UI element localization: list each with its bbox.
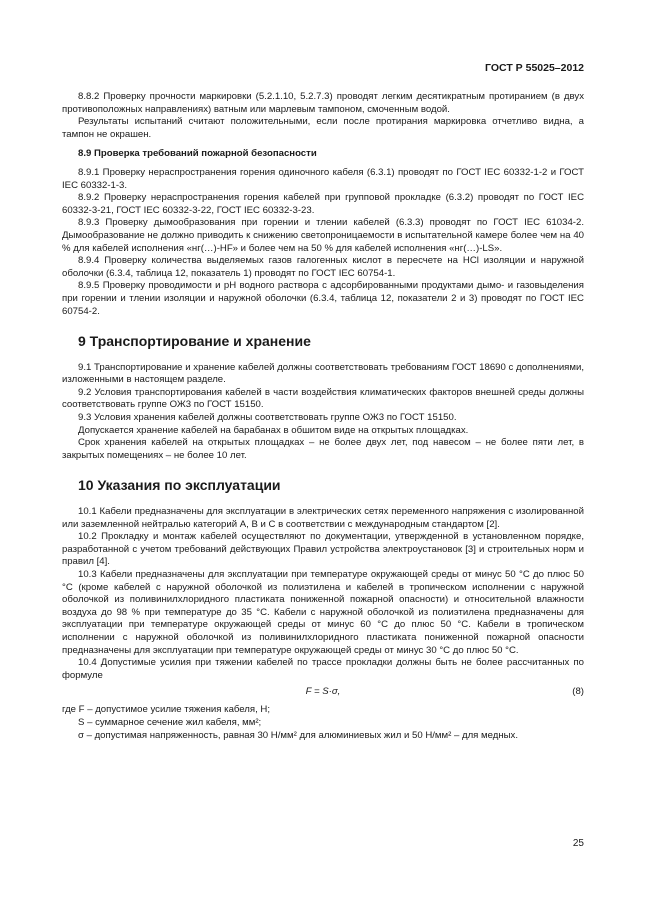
- document-body: [62, 91, 584, 742]
- page-header-standard: ГОСТ Р 55025–2012: [485, 62, 584, 74]
- paragraph-10-2: 10.2 Прокладку и монтаж кабелей осуществляют по документации, утвержденной в установленном порядке, разработанной с учетом требований действующих Правил устройства электроустановок [3] и строительных норм и правил [4].: [62, 531, 584, 568]
- definition-F: где F – допустимое усилие тяжения кабеля, Н;: [62, 704, 271, 716]
- paragraph-8-8-2: 8.8.2 Проверку прочности маркировки (5.2.1.10, 5.2.7.3) проводят легким десятикратным протиранием (в двух противоположных направлениях) ватным или марлевым тампоном, смоченным водой.: [62, 91, 584, 115]
- formula-definitions: [62, 704, 584, 742]
- section-8-9-title: 8.9 Проверка требований пожарной безопасности: [78, 148, 317, 160]
- paragraph-10-1: 10.1 Кабели предназначены для эксплуатации в электрических сетях переменного напряжения с изолированной или заземленной нейтралью категорий А, В и С в соответствии с международным стандартом [2].: [62, 506, 584, 530]
- paragraph-storage-allowed: Допускается хранение кабелей на барабанах в обшитом виде на открытых площадках.: [78, 424, 469, 436]
- paragraph-9-3: 9.3 Условия хранения кабелей должны соответствовать группе ОЖ3 по ГОСТ 15150.: [78, 412, 457, 424]
- section-9-title: 9 Транспортирование и хранение: [78, 333, 311, 350]
- paragraph-10-4: 10.4 Допустимые усилия при тяжении кабелей по трассе прокладки должны быть не более рассчитанных по формуле: [62, 657, 584, 681]
- paragraph-8-9-4: 8.9.4 Проверку количества выделяемых газов галогенных кислот в пересчете на HCl изоляции и наружной оболочки (6.3.4, таблица 12, показатель 1) проводят по ГОСТ IEC 60754-1.: [62, 255, 584, 279]
- paragraph-9-1: 9.1 Транспортирование и хранение кабелей должны соответствовать требованиям ГОСТ 18690 с дополнениями, изложенными в настоящем разделе.: [62, 361, 584, 386]
- paragraph-9-2: 9.2 Условия транспортирования кабелей в части воздействия климатических факторов внешней среды должны соответствовать группе ОЖ3 по ГОСТ 15150.: [62, 386, 584, 411]
- definition-sigma: σ – допустимая напряженность, равная 30 Н/мм² для алюминиевых жил и 50 Н/мм² – для медных.: [78, 729, 519, 741]
- formula-expression: F = S·σ,: [305, 686, 341, 698]
- paragraph-8-9-5: 8.9.5 Проверку проводимости и рН водного раствора с адсорбированными продуктами дымо- и газовыделения при горении и тлении изоляции и наружной оболочки (6.3.4, таблица 12, показатели 2 и 3) проводят по ГОСТ IEC 60754-2.: [62, 280, 584, 317]
- section-10-title: 10 Указания по эксплуатации: [78, 477, 281, 494]
- definition-S: S – суммарное сечение жил кабеля, мм²;: [78, 716, 262, 728]
- paragraph-results: Результаты испытаний считают положительными, если после протирания маркировка отчетливо видна, а тампон не окрашен.: [62, 116, 584, 140]
- formula-number: (8): [572, 686, 584, 698]
- formula-8: [62, 686, 584, 700]
- paragraph-8-9-3: 8.9.3 Проверку дымообразования при горении и тлении кабелей (6.3.3) проводят по ГОСТ IEC 61034-2. Дымообразование не должно приводить к снижению светопроницаемости в испытательной камере более чем на 40 % для кабелей исполнения «нг(…)-HF» и более чем на 50 % для кабелей исполнения «нг(…)-LS».: [62, 217, 584, 254]
- page-number: 25: [572, 838, 584, 849]
- paragraph-storage-term: Срок хранения кабелей на открытых площадках – не более двух лет, под навесом – не более пяти лет, в закрытых помещениях – не более 10 лет.: [62, 437, 584, 461]
- paragraph-8-9-1: 8.9.1 Проверку нераспространения горения одиночного кабеля (6.3.1) проводят по ГОСТ IEC 60332-1-2 и ГОСТ IEC 60332-1-3.: [62, 166, 584, 191]
- paragraph-8-9-2: 8.9.2 Проверку нераспространения горения кабелей при групповой прокладке (6.3.2) проводят по ГОСТ IEC 60332-3-21, ГОСТ IEC 60332-3-22, ГОСТ IEC 60332-3-23.: [62, 192, 584, 216]
- paragraph-10-3: 10.3 Кабели предназначены для эксплуатации при температуре окружающей среды от минус 50 °С до плюс 50 °С (кроме кабелей с наружной оболочкой из полиэтилена и кабелей в тропическом исполнении с наружной оболочкой из поливинилхлоридного пластиката пониженной пожарной опасности) и относительной влажности воздуха до 98 % при температуре до 35 °С. Кабели с наружной оболочкой из полиэтилена предназначены для эксплуатации при температуре окружающей среды от минус 60 °С до плюс 50 °С. Кабели в тропическом исполнении с наружной оболочкой из поливинилхлоридного пластиката пониженной пожарной опасности предназначены для эксплуатации при температуре окружающей среды от минус 30 °С до плюс 50 °С.: [62, 569, 584, 656]
